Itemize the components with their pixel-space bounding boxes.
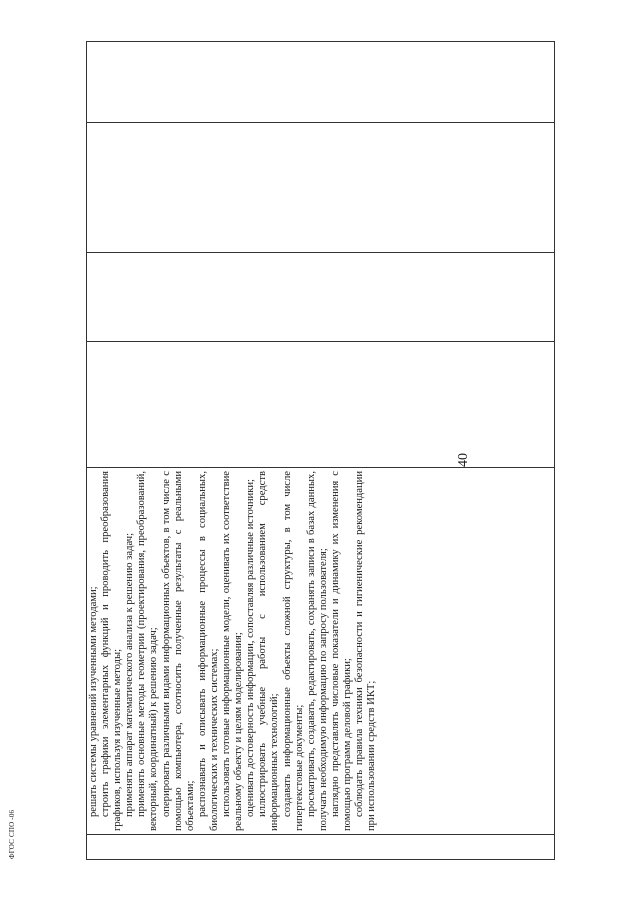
- list-item: применять основные методы геометрии (проектирования, преобразований, векторный, координатный) к решению задач;: [136, 471, 160, 831]
- list-item: наглядно представлять числовые показатели и динамику их изменения с помощью программ деловой графики;: [329, 471, 353, 831]
- list-item: использовать готовые информационные модели, оценивать их соответствие реальному объекту и целям моделирования;: [221, 471, 245, 831]
- table-row: [87, 42, 555, 860]
- list-item: распознавать и описывать информационные процессы в социальных, биологических и технических системах;: [196, 471, 220, 831]
- list-item: решать системы уравнений изученными методами;: [88, 586, 99, 817]
- list-item: создавать информационные объекты сложной структуры, в том числе гипертекстовые документы;: [281, 471, 305, 831]
- list-item: просматривать, создавать, редактировать, сохранять записи в базах данных, получать необходимую информацию по запросу пользователя;: [305, 471, 329, 831]
- list-item: соблюдать правила техники безопасности и гигиенические рекомендации при использовании средств ИКТ;: [354, 471, 378, 831]
- table-cell-empty: [87, 123, 555, 253]
- list-item: применять аппарат математического анализа к решению задач;: [124, 532, 136, 817]
- list-item: оценивать достоверность информации, сопоставляя различные источники;: [245, 479, 257, 817]
- standards-table: [86, 41, 555, 860]
- list-item: оперировать различными видами информационных объектов, в том числе с помощью компьютера, соотносить полученные результаты с реальными объектами;: [160, 471, 196, 831]
- table-cell-empty: [87, 42, 555, 123]
- table-cell-empty: [87, 342, 555, 468]
- table-cell-empty: [87, 253, 555, 342]
- list-item: иллюстрировать учебные работы с использованием средств информационных технологий;: [257, 471, 281, 831]
- table-cell-empty: [87, 835, 555, 860]
- page-number: 40: [456, 453, 471, 467]
- table-cell-skills: [87, 468, 555, 835]
- list-item: строить графики элементарных функций и проводить преобразования графиков, используя изученные методы;: [100, 471, 124, 831]
- footer-code: ФГОС СПО -06: [8, 809, 16, 859]
